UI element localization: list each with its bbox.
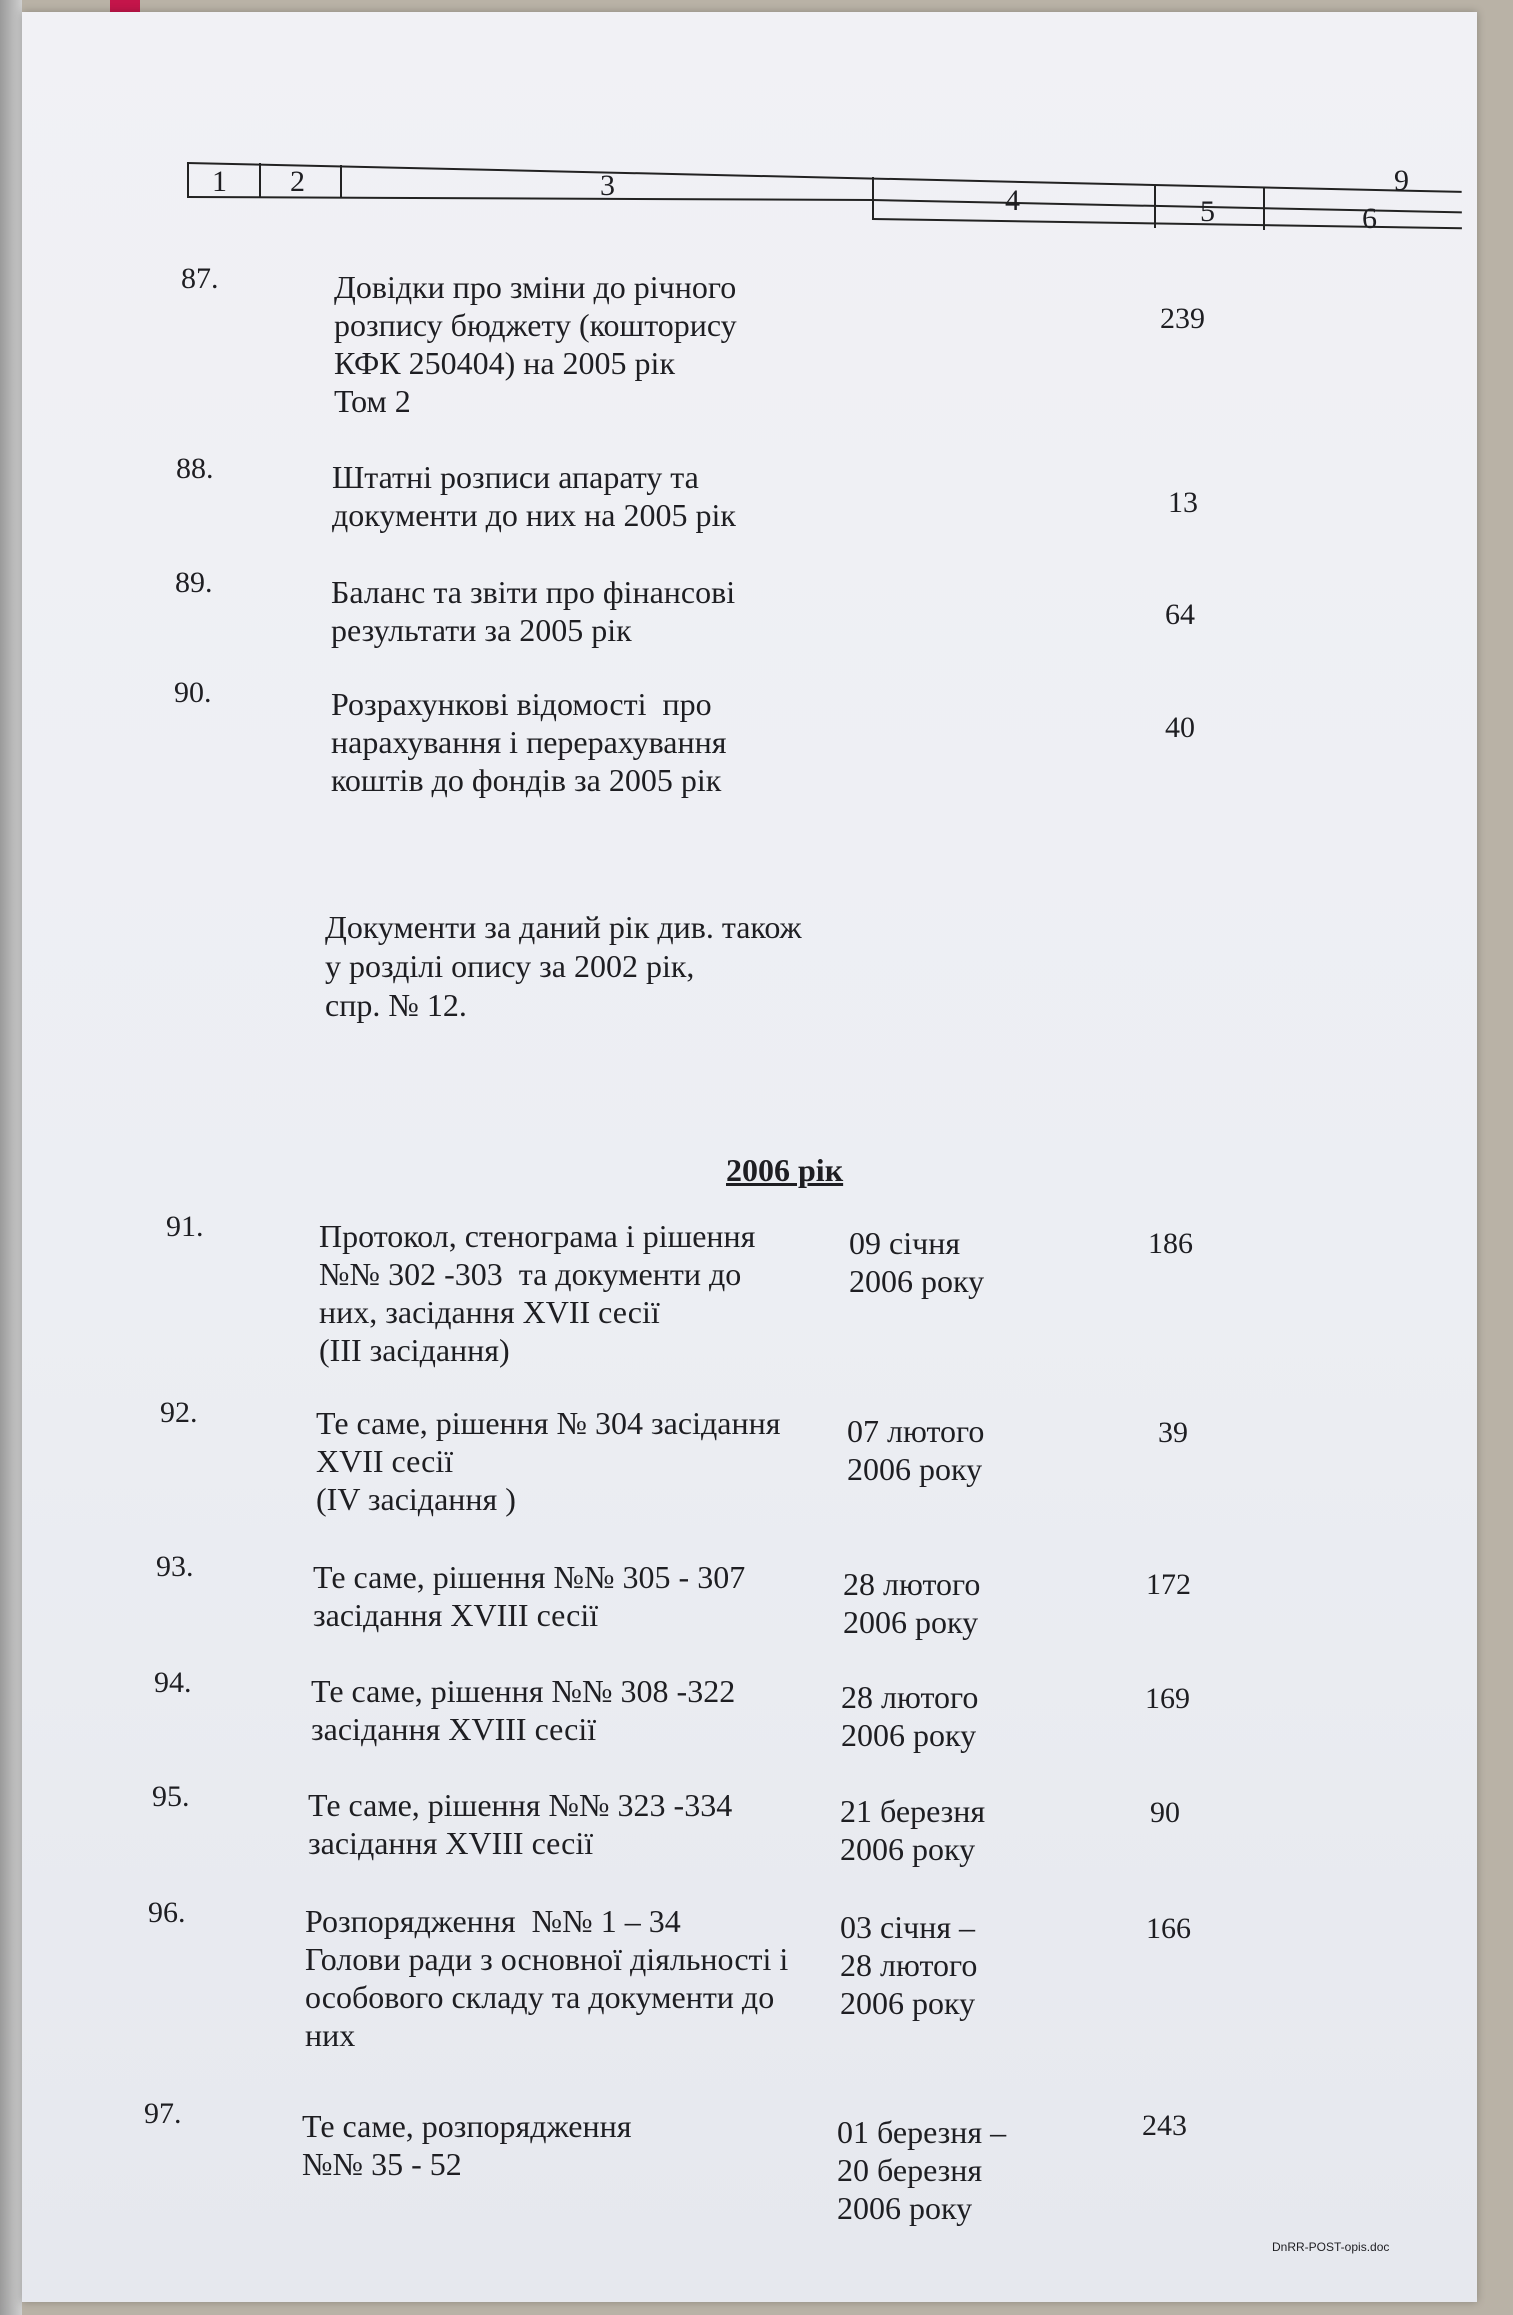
- row-number: 97.: [144, 2097, 182, 2130]
- header-divider: [259, 163, 261, 198]
- row-title: Те саме, рішення №№ 323 -334 засідання XVIII сесії: [308, 1787, 733, 1861]
- row-title: Розпорядження №№ 1 – 34 Голови ради з основної діяльності і особового складу та документи до них: [305, 1903, 789, 2053]
- row-pages: 186: [1148, 1227, 1193, 1260]
- row-date: 03 січня – 28 лютого 2006 року: [840, 1909, 978, 2021]
- bookmark-ribbon: [110, 0, 140, 12]
- column-number: 4: [1005, 184, 1020, 217]
- row-date: 21 березня 2006 року: [840, 1793, 986, 1867]
- row-pages: 40: [1165, 711, 1195, 744]
- row-number: 90.: [174, 676, 212, 709]
- row-number: 88.: [176, 452, 214, 485]
- row-pages: 90: [1150, 1796, 1180, 1829]
- row-number: 87.: [181, 262, 219, 295]
- row-pages: 64: [1165, 598, 1195, 631]
- row-number: 93.: [156, 1550, 194, 1583]
- row-number: 95.: [152, 1780, 190, 1813]
- row-date: 07 лютого 2006 року: [847, 1413, 985, 1487]
- section-heading-2006: 2006 рік: [726, 1152, 844, 1188]
- header-divider: [872, 177, 874, 220]
- header-divider: [1154, 186, 1156, 228]
- header-divider: [1263, 188, 1265, 230]
- row-pages: 39: [1158, 1416, 1188, 1449]
- row-pages: 239: [1160, 302, 1205, 335]
- book-binding: [0, 0, 22, 2315]
- column-number: 1: [212, 165, 227, 198]
- column-number: 2: [290, 165, 305, 198]
- header-divider: [340, 165, 342, 198]
- row-title: Баланс та звіти про фінансові результати за 2005 рік: [331, 574, 736, 648]
- row-pages: 243: [1142, 2109, 1187, 2142]
- row-pages: 13: [1168, 486, 1198, 519]
- header-top-line: [187, 162, 1462, 193]
- row-number: 91.: [166, 1210, 204, 1243]
- row-title: Розрахункові відомості про нарахування і перерахування коштів до фондів за 2005 рік: [331, 686, 727, 798]
- cross-reference-note: Документи за даний рік див. також у розділі опису за 2002 рік, спр. № 12.: [325, 909, 802, 1023]
- row-pages: 172: [1146, 1568, 1191, 1601]
- row-title: Довідки про зміни до річного розпису бюджету (кошторису КФК 250404) на 2005 рік Том 2: [334, 269, 737, 419]
- row-number: 96.: [148, 1896, 186, 1929]
- row-title: Те саме, розпорядження №№ 35 - 52: [302, 2108, 632, 2182]
- row-title: Штатні розписи апарату та документи до них на 2005 рік: [332, 459, 736, 533]
- row-number: 92.: [160, 1396, 198, 1429]
- file-footer: DnRR-POST-opis.doc: [1272, 2240, 1390, 2254]
- column-number: 6: [1362, 202, 1377, 235]
- row-title: Те саме, рішення №№ 305 - 307 засідання XVIII сесії: [313, 1559, 746, 1633]
- row-date: 28 лютого 2006 року: [841, 1679, 979, 1753]
- row-title: Протокол, стенограма і рішення №№ 302 -303 та документи до них, засідання XVII сесії (III засідання): [319, 1218, 756, 1368]
- row-date: 28 лютого 2006 року: [843, 1566, 981, 1640]
- row-title: Те саме, рішення №№ 308 -322 засідання XVIII сесії: [311, 1673, 736, 1747]
- column-number: 5: [1200, 195, 1215, 228]
- column-header: [187, 162, 1462, 242]
- header-divider: [187, 162, 189, 198]
- column-number: 3: [600, 169, 615, 202]
- row-number: 89.: [175, 566, 213, 599]
- row-date: 09 січня 2006 року: [849, 1225, 985, 1299]
- row-number: 94.: [154, 1666, 192, 1699]
- row-pages: 169: [1145, 1682, 1190, 1715]
- document-page: [22, 12, 1477, 2302]
- row-title: Те саме, рішення № 304 засідання XVII сесії (IV засідання ): [316, 1405, 781, 1517]
- row-date: 01 березня – 20 березня 2006 року: [837, 2114, 1007, 2226]
- row-pages: 166: [1146, 1912, 1191, 1945]
- column-number: 9: [1394, 164, 1409, 197]
